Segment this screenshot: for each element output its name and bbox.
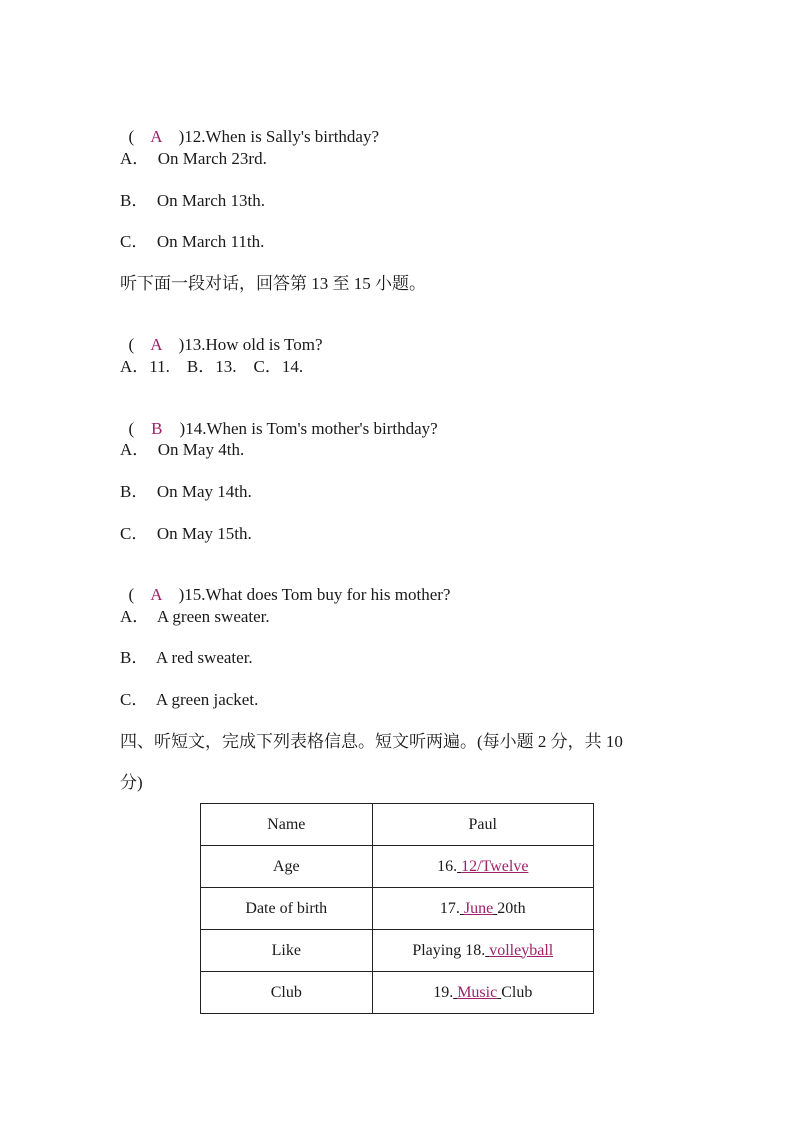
row-value: 17. June 20th <box>372 888 593 930</box>
row-value: 16. 12/Twelve <box>372 846 593 888</box>
question-14-text: When is Tom's mother's birthday? <box>206 419 438 438</box>
table-row <box>201 804 594 846</box>
row-label: Club <box>201 972 373 1014</box>
question-15: ( A )15.What does Tom buy for his mother? <box>128 585 451 604</box>
row-label: Name <box>201 804 373 846</box>
row-value: Playing 18. volleyball <box>372 930 593 972</box>
question-14: ( B )14.When is Tom's mother's birthday? <box>128 419 438 438</box>
question-12-text: When is Sally's birthday? <box>205 127 380 146</box>
q13-options: A．11. B．13. C．14. <box>120 357 304 376</box>
q14-option-c: C． On May 15th. <box>120 524 252 543</box>
row-value: Paul <box>372 804 593 846</box>
dialogue-instruction: 听下面一段对话，回答第 13 至 15 小题。 <box>120 274 426 293</box>
q12-option-a: A． On March 23rd. <box>120 149 267 168</box>
q14-option-b: B． On May 14th. <box>120 482 252 501</box>
table-row <box>201 930 594 972</box>
question-13: ( A )13.How old is Tom? <box>128 335 323 354</box>
info-table <box>200 803 594 1014</box>
row-label: Age <box>201 846 373 888</box>
table-row <box>201 888 594 930</box>
row-value: 19. Music Club <box>372 972 593 1014</box>
answer-12: A <box>150 127 162 146</box>
q15-option-c: C． A green jacket. <box>120 690 259 709</box>
question-12: ( A )12.When is Sally's birthday? <box>128 127 380 146</box>
table-row <box>201 972 594 1014</box>
q15-option-a: A． A green sweater. <box>120 607 270 626</box>
answer-15: A <box>150 585 162 604</box>
q15-option-b: B． A red sweater. <box>120 648 253 667</box>
q12-option-b: B． On March 13th. <box>120 191 265 210</box>
row-label: Like <box>201 930 373 972</box>
question-15-text: What does Tom buy for his mother? <box>205 585 451 604</box>
section-four-heading-cont: 分) <box>120 773 143 792</box>
answer-17: June <box>463 899 494 917</box>
q14-option-a: A． On May 4th. <box>120 440 245 459</box>
answer-14: B <box>151 419 163 438</box>
row-label: Date of birth <box>201 888 373 930</box>
question-13-text: How old is Tom? <box>205 335 323 354</box>
answer-18: volleyball <box>489 941 554 959</box>
answer-19: Music <box>457 983 498 1001</box>
table-row <box>201 846 594 888</box>
answer-13: A <box>150 335 162 354</box>
answer-16: 12/Twelve <box>461 857 529 875</box>
q12-option-c: C． On March 11th. <box>120 232 265 251</box>
section-four-heading: 四、听短文，完成下列表格信息。短文听两遍。(每小题 2 分，共 10 <box>120 732 623 751</box>
